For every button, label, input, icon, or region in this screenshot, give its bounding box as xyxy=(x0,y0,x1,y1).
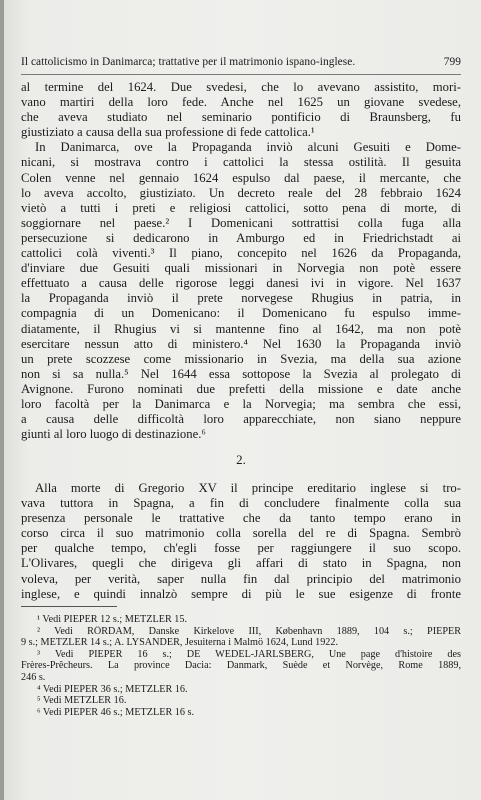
footnote-continuation: Frères-Prêcheurs. La province Dacia: Danmark, Suède et Norvège, Rome 1889, xyxy=(21,660,461,672)
footnote: ⁵ Vedi METZLER 16. xyxy=(37,695,127,707)
footnote: ² Vedi RÖRDAM, Danske Kirkelove III, København 1889, 104 s.; PIEPER xyxy=(37,625,461,637)
text-line: giunti al loro luogo di destinazione.⁶ xyxy=(21,427,206,442)
text-line: loro facoltà per la Danimarca e la Norvegia; ma sembra che essi, xyxy=(21,396,461,411)
running-title: Il cattolicismo in Danimarca; trattative per il matrimonio ispano-inglese. xyxy=(21,56,356,68)
text-line: un prete scozzese come missionario in Svezia, ma della sua azione xyxy=(21,351,461,366)
footnote: ³ Vedi PIEPER 16 s.; DE WEDEL-JARLSBERG, Une page d'histoire des xyxy=(37,648,461,660)
running-header xyxy=(21,56,461,68)
text-line: L'Olivares, quegli che dirigeva gli affari di stato in Spagna, non xyxy=(21,556,461,571)
binding-edge xyxy=(0,0,4,800)
text-line: al termine del 1624. Due svedesi, che lo avevano assistito, mori- xyxy=(21,80,461,94)
text-line: a causa delle difficoltà loro apparecchiate, non siano neppure xyxy=(21,412,461,427)
section-number: 2. xyxy=(236,452,246,467)
text-line: cattolici colà viventi.³ Il piano, concepito nel 1626 da Propaganda, xyxy=(21,246,461,261)
text-line: non si sa nulla.⁵ Nel 1644 essa sottopose la Svezia al prolegato di xyxy=(21,366,461,381)
text-line: effettuato a causa delle rigorose leggi danesi ivi in vigore. Nel 1637 xyxy=(21,276,461,291)
footnote-rule xyxy=(21,606,117,607)
text-line: compagnia di un Domenicano: il Domenicano fu espulso imme- xyxy=(21,306,461,321)
text-line: vietò a tutti i preti e religiosi cattolici, sotto pena di morte, di xyxy=(21,200,461,215)
footnote: ⁶ Vedi PIEPER 46 s.; METZLER 16 s. xyxy=(37,706,195,718)
text-line: persecuzione si dedicarono in Amburgo ed in Friedrichstadt ai xyxy=(21,230,461,245)
text-line: Colen venne nel gennaio 1624 espulso dal paese, il mercante, che xyxy=(21,170,461,185)
footnote: ¹ Vedi PIEPER 12 s.; METZLER 15. xyxy=(37,614,188,625)
text-line: d'inviare due Gesuiti quali missionari in Norvegia non potè essere xyxy=(21,261,461,276)
text-line: vano martiri della loro fede. Anche nel 1625 un giovane svedese, xyxy=(21,95,461,110)
text-line: Avignone. Furono nominati due prefetti della missione e date anche xyxy=(21,381,461,396)
text-line: diatamente, il Rhugius vi si mantenne fino al 1642, ma non potè xyxy=(21,321,461,336)
text-line: nicani, si mostrava contro i cattolici la stessa ostilità. Il gesuita xyxy=(21,155,461,170)
page-number: 799 xyxy=(443,56,461,68)
text-line: la Propaganda inviò il prete norvegese Rhugius in patria, in xyxy=(21,291,461,306)
text-line: vava tuttora in Spagna, a fin di concludere finalmente colla sua xyxy=(21,496,461,511)
section-two-text xyxy=(21,481,461,602)
text-line: giustiziato a causa della sua professione di fede cattolica.¹ xyxy=(21,125,315,140)
header-rule xyxy=(21,74,461,75)
text-line: esercitare nessun atto di ministero.⁴ Nel 1630 la Propaganda inviò xyxy=(21,336,461,351)
text-line: presenza personale le trattative che da tanto tempo erano in xyxy=(21,511,461,526)
footnote: ⁴ Vedi PIEPER 36 s.; METZLER 16. xyxy=(37,683,188,695)
footnote-continuation: 246 s. xyxy=(21,671,46,683)
text-line: lo aveva accolto, giustiziato. Un decreto reale del 28 febbraio 1624 xyxy=(21,185,461,200)
section-one-text xyxy=(21,80,461,442)
paragraph-start-line: In Danimarca, ove la Propaganda inviò alcuni Gesuiti e Dome- xyxy=(35,140,461,155)
text-line: per qualche tempo, ch'egli fosse per raggiungere il suo scopo. xyxy=(21,541,461,556)
text-line: inglese, e quindi innalzò sempre di più le sue esigenze di fronte xyxy=(21,586,461,601)
text-line: voleva, per verità, saper nulla fin dal principio del matrimonio xyxy=(21,571,461,586)
footnote-continuation: 9 s.; METZLER 14 s.; A. LYSANDER, Jesuiterna i Malmö 1624, Lund 1922. xyxy=(21,637,339,649)
paragraph-start-line: Alla morte di Gregorio XV il principe ereditario inglese si tro- xyxy=(35,481,461,495)
text-line: corso circa il suo matrimonio colla sorella del re di Spagna. Sembrò xyxy=(21,526,461,541)
footnotes xyxy=(21,614,461,718)
text-line: che aveva studiato nel seminario pontificio di Braunsberg, fu xyxy=(21,110,461,125)
text-line: soggiornare nel paese.² I Domenicani sottrattisi colla fuga alla xyxy=(21,215,461,230)
